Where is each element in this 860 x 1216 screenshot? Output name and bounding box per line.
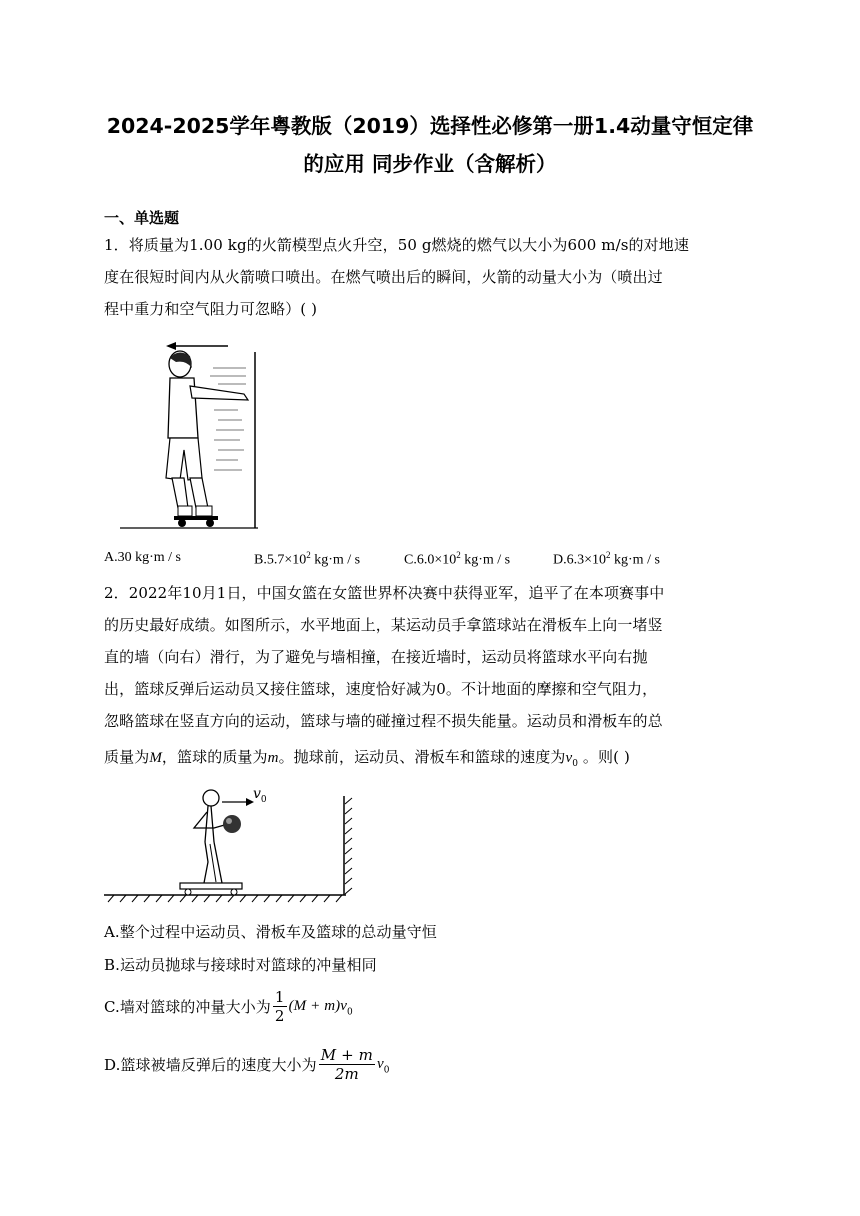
q1-text-line2: 度在很短时间内从火箭喷口喷出。在燃气喷出后的瞬间，火箭的动量大小为（喷出过 [104,268,663,286]
q2-figure-player-wall [104,782,354,906]
q2-text-line3: 直的墙（向右）滑行，为了避免与墙相撞，在接近墙时，运动员将篮球水平向右抛 [104,648,648,666]
q1-text-line1: 1．将质量为1.00 kg的火箭模型点火升空，50 g燃烧的燃气以大小为600 m/s的对地速 [104,236,689,254]
q2-option-d[interactable]: D.篮球被墙反弹后的速度大小为 $\frac{M + m}{2m}$ $v_0$ [104,1046,390,1083]
q2-text-line5: 忽略篮球在竖直方向的运动，篮球与墙的碰撞过程不损失能量。运动员和滑板车的总 [104,712,663,730]
q2-option-c[interactable]: C.墙对篮球的冲量大小为 $\frac{1}{2}$ $(M + m)v_0$ [104,988,353,1025]
q1-figure-skater-wall [118,338,268,532]
q2-text-line4: 出，篮球反弹后运动员又接住篮球，速度恰好减为0。不计地面的摩擦和空气阻力， [104,680,658,698]
q1-text-line3: 程中重力和空气阻力可忽略）( ) [104,300,318,318]
q1-option-d[interactable]: $D.6.3\times 10^2$ kg·m / s [553,550,660,568]
doc-title-line1: 2024-2025学年粤教版（2019）选择性必修第一册1.4动量守恒定律 [106,114,754,138]
q2-option-a[interactable]: A.整个过程中运动员、滑板车及篮球的总动量守恒 [104,923,437,941]
q1-option-c[interactable]: $C.6.0\times 10^2$ kg·m / s [404,550,511,568]
q1-option-b[interactable]: $B.5.7\times 10^2$ kg·m / s [254,550,361,568]
q2-figure-velocity-label: $v_0$ [253,786,267,805]
q2-text-line6: 质量为M，篮球的质量为m。抛球前，运动员、滑板车和篮球的速度为$v_0$ 。则( ) [104,748,630,769]
q2-text-line1: 2．2022年10月1日，中国女篮在女篮世界杯决赛中获得亚军，追平了在本项赛事中 [104,584,665,602]
doc-title-line2: 的应用 同步作业（含解析） [303,152,557,176]
q2-text-line2: 的历史最好成绩。如图所示，水平地面上，某运动员手拿篮球站在滑板车上向一堵竖 [104,616,663,634]
q2-option-b[interactable]: B.运动员抛球与接球时对篮球的冲量相同 [104,956,377,974]
section-heading: 一、单选题 [104,209,180,227]
q1-option-a[interactable]: A.30 kg·m / s [104,550,181,565]
